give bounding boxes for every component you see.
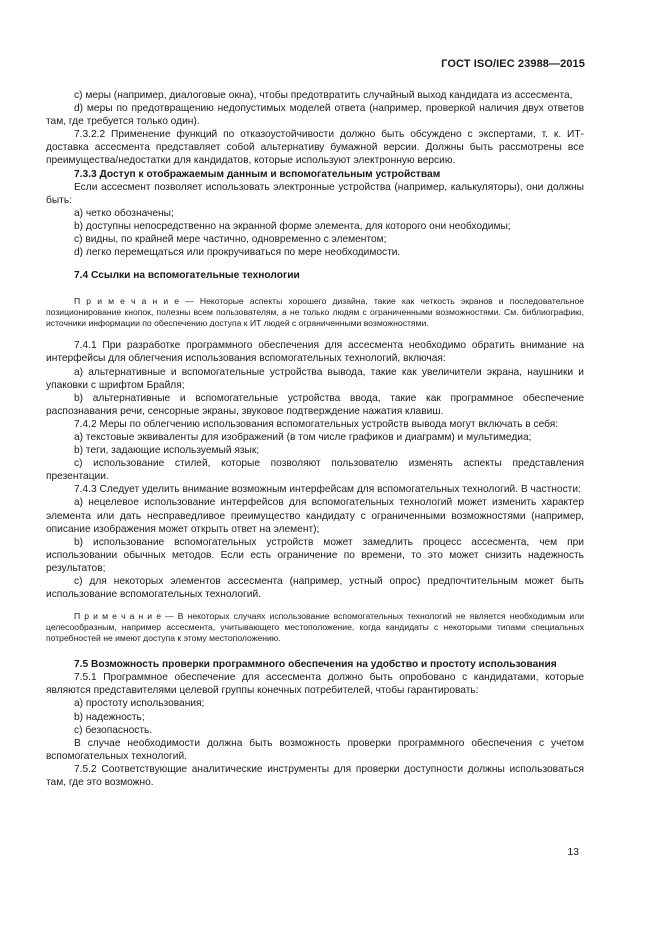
paragraph: В случае необходимости должна быть возможность проверки программного обеспечения с учетом вспомогательных технологий. xyxy=(46,737,584,762)
paragraph: 7.5.1 Программное обеспечение для ассесмента должно быть опробовано с кандидатами, которые являются представителями целевой группы конечных потребителей, чтобы гарантировать: xyxy=(46,672,584,697)
paragraph: 7.4.2 Меры по облегчению использования вспомогательных устройств вывода могут включать в себя: xyxy=(74,418,559,430)
note-text: — Некоторые аспекты хорошего дизайна, такие как четкость экранов и последовательное позиционирование кнопок, полезны всем пользователям, а не только людям с ограниченными возможностями. См. библиографию, источники информации по обеспечению доступа к ИТ людей с ограниченными возможностями. xyxy=(46,296,585,329)
list-item: b) использование вспомогательных устройств может замедлить процесс ассесмента, чем при использовании обычных методов. Если есть ограничение по времени, то это может снизить надежность результатов; xyxy=(46,536,584,574)
section-heading-7-3-3: 7.3.3 Доступ к отображаемым данным и вспомогательным устройствам xyxy=(74,168,441,180)
paragraph: 7.3.2.2 Применение функций по отказоустойчивости должно быть обсуждено с экспертами, т. к. ИТ-доставка ассесмента представляет собой альтернативу бумажной версии. Должны быть рассмотрены все преимущества/недостатки для кандидатов, которые используют электронную версию. xyxy=(46,129,584,167)
list-item: d) легко перемещаться или прокручиваться по мере необходимости. xyxy=(74,247,401,259)
list-item: b) теги, задающие используемый язык; xyxy=(74,445,260,457)
paragraph: 7.4.1 При разработке программного обеспечения для ассесмента необходимо обратить внимание на интерфейсы для облегчения использования вспомогательных технологий, включая: xyxy=(46,340,584,365)
list-item: c) для некоторых элементов ассесмента (например, устный опрос) предпочтительным может быть использование вспомогательных технологий. xyxy=(46,576,584,601)
paragraph: 7.5.2 Соответствующие аналитические инструменты для проверки доступности должны использоваться там, где это возможно. xyxy=(46,763,584,789)
list-item: a) текстовые эквиваленты для изображений (в том числе графиков и диаграмм) и мультимедиа; xyxy=(74,431,532,443)
list-item: c) видны, по крайней мере частично, одновременно с элементом; xyxy=(74,234,387,246)
list-item: a) простоту использования; xyxy=(74,698,205,710)
section-heading-7-4: 7.4 Ссылки на вспомогательные технологии xyxy=(74,270,300,282)
note-text: — В некоторых случаях использование вспомогательных технологий не является необходимым или целесообразным, например ассесмента, учитывающего местоположение, когда кандидаты с некоторыми типами специальных потребностей не имеют доступа к этому местоположению. xyxy=(46,611,585,644)
list-item: b) доступны непосредственно на экранной форме элемента, для которого они необходимы; xyxy=(74,220,511,232)
section-heading-7-5: 7.5 Возможность проверки программного обеспечения на удобство и простоту использования xyxy=(74,659,557,671)
paragraph: 7.4.3 Следует уделить внимание возможным интерфейсам для вспомогательных технологий. В частности: xyxy=(74,484,581,496)
list-item: b) альтернативные и вспомогательные устройства ввода, такие как программное обеспечение распознавания речи, сенсорные экраны, звуковое подтверждение нажатия клавиш. xyxy=(46,392,584,417)
paragraph: d) меры по предотвращению недопустимых моделей ответа (например, проверкой наличия двух ответов там, где требуется только один). xyxy=(46,103,584,128)
list-item: a) нецелевое использование интерфейсов для вспомогательных технологий может изменить характер элемента или дать несправедливое преимущество кандидату с ограниченными возможностями (например, описание изображения может открыть ответ на элемент); xyxy=(46,497,584,535)
note-label: П р и м е ч а н и е xyxy=(74,296,180,307)
list-item: c) использование стилей, которые позволяют пользователю изменять аспекты представления презентации. xyxy=(46,458,584,483)
note-label: П р и м е ч а н и е xyxy=(74,611,161,622)
list-item: a) четко обозначены; xyxy=(74,207,174,219)
note xyxy=(46,296,584,329)
page-number: 13 xyxy=(567,846,579,858)
document-header: ГОСТ ISO/IEC 23988—2015 xyxy=(441,58,585,70)
paragraph: Если ассесмент позволяет использовать электронные устройства (например, калькуляторы), они должны быть: xyxy=(46,181,584,206)
list-item: a) альтернативные и вспомогательные устройства вывода, такие как увеличители экрана, наушники и упаковки с шрифтом Брайля; xyxy=(46,366,584,391)
page-content xyxy=(46,89,584,789)
note xyxy=(46,611,584,644)
list-item: c) безопасность. xyxy=(74,724,153,736)
paragraph: c) меры (например, диалоговые окна), чтобы предотвратить случайный выход кандидата из ассесмента, xyxy=(74,90,573,101)
list-item: b) надежность; xyxy=(74,711,145,723)
